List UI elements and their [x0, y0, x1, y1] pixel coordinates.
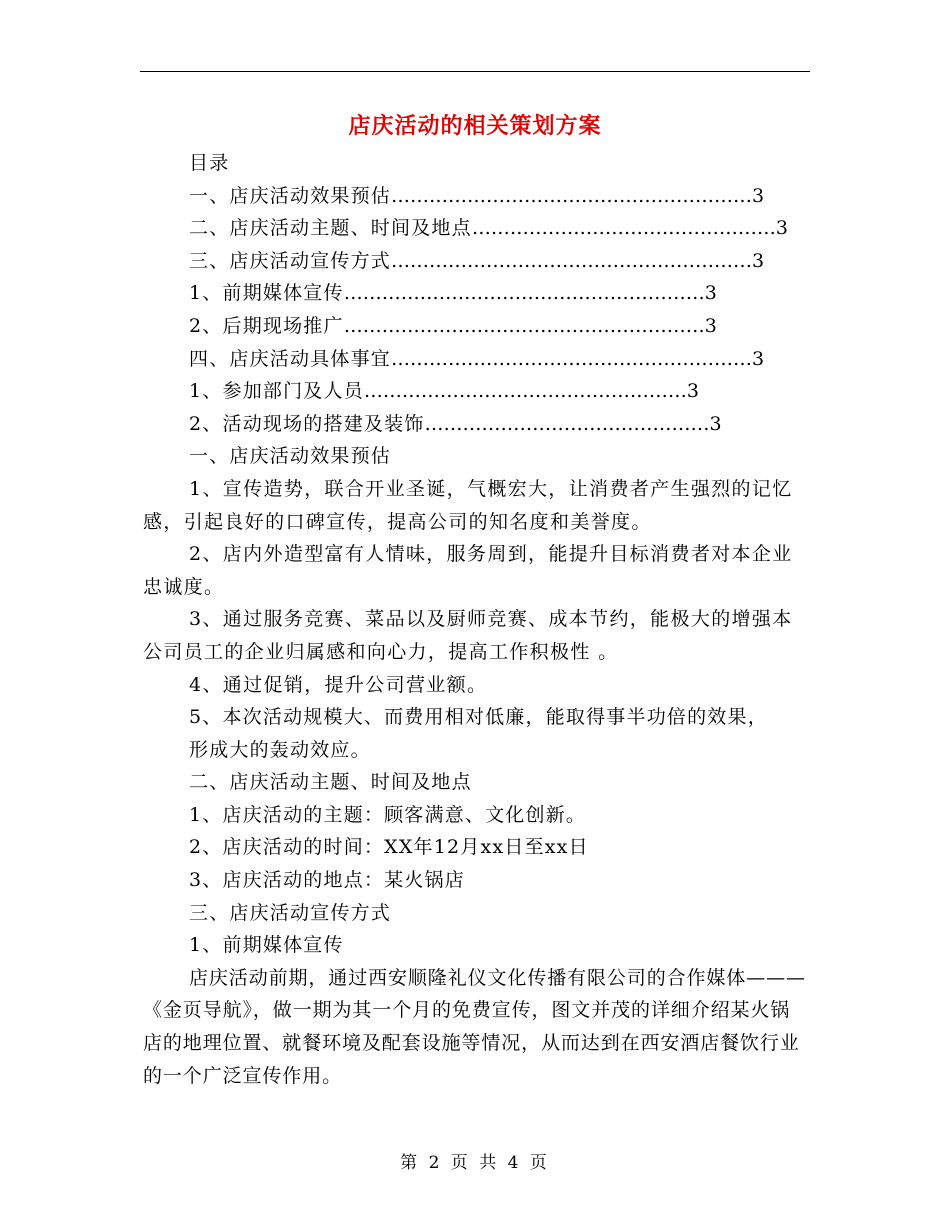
header-rule [140, 71, 810, 72]
toc-entry-page: 3 [775, 217, 790, 240]
page-number-footer: 第 2 页 共 4 页 [400, 1153, 550, 1173]
table-of-contents [143, 180, 810, 441]
list-item: 2、店庆活动的时间：XX年12月xx日至xx日 [189, 836, 589, 859]
paragraph: 2、店内外造型富有人情味，服务周到，能提升目标消费者对本企业 忠诚度。 [143, 543, 793, 598]
toc-entry[interactable] [143, 180, 810, 213]
section-heading: 三、店庆活动宣传方式 [189, 901, 392, 924]
toc-entry-label: 1、参加部门及人员 [189, 380, 364, 403]
paragraph-line: 5、本次活动规模大、而费用相对低廉，能取得事半功倍的效果， [189, 706, 768, 729]
toc-entry-page: 3 [752, 347, 766, 370]
toc-entry[interactable] [143, 277, 810, 310]
toc-entry-page: 3 [704, 314, 718, 337]
toc-leader-dots: …………………………………………… [363, 380, 687, 403]
section-heading: 二、店庆活动主题、时间及地点 [189, 771, 472, 794]
toc-leader-dots: ………………………………………………… [343, 282, 705, 305]
paragraph: 4、通过促销，提升公司营业额。 [189, 673, 488, 696]
toc-entry[interactable] [143, 408, 810, 441]
document-title: 店庆活动的相关策划方案 [348, 113, 602, 139]
toc-entry-label: 二、店庆活动主题、时间及地点 [189, 217, 472, 240]
toc-entry-label: 2、活动现场的搭建及装饰 [189, 412, 425, 435]
toc-entry-label: 一、店庆活动效果预估 [189, 184, 392, 207]
subsection-heading: 1、前期媒体宣传 [189, 934, 344, 957]
toc-leader-dots: ………………………………………………… [391, 347, 753, 370]
toc-entry-page: 3 [752, 184, 766, 207]
toc-heading: 目录 [189, 152, 230, 174]
toc-entry[interactable] [143, 212, 810, 245]
toc-entry-page: 3 [686, 380, 701, 403]
toc-leader-dots: ………………………………………………… [343, 314, 705, 337]
toc-leader-dots: ……………………………………… [424, 412, 710, 435]
toc-entry-label: 2、后期现场推广 [189, 314, 344, 337]
paragraph: 1、宣传造势，联合开业圣诞，气概宏大，让消费者产生强烈的记忆感，引起良好的口碑宣传，提高公司的知名度和美誉度。 [143, 477, 793, 533]
document-body [143, 147, 810, 1092]
toc-entry-page: 3 [709, 412, 723, 435]
toc-leader-dots: ………………………………………………… [391, 249, 753, 272]
toc-entry-page: 3 [704, 282, 718, 305]
list-item: 1、店庆活动的主题：顾客满意、文化创新。 [189, 803, 587, 826]
paragraph: 店庆活动前期，通过西安顺隆礼仪文化传播有限公司的合作媒体———《金页导航》，做一期为其一个月的免费宣传，图文并茂的详细介绍某火锅店的地理位置、就餐环境及配套设施等情况，从而达到在西安酒店餐饮行业的一个广泛宣传作用。 [143, 966, 806, 1087]
list-item: 3、店庆活动的地点：某火锅店 [189, 869, 465, 892]
toc-entry[interactable] [143, 375, 810, 408]
toc-entry-page: 3 [752, 249, 766, 272]
toc-entry-label: 1、前期媒体宣传 [189, 282, 344, 305]
toc-leader-dots: ………………………………………… [471, 217, 776, 240]
toc-leader-dots: ………………………………………………… [391, 184, 753, 207]
section-heading: 一、店庆活动效果预估 [189, 445, 392, 468]
toc-entry[interactable] [143, 310, 810, 343]
toc-entry[interactable] [143, 245, 810, 278]
toc-entry[interactable] [143, 343, 810, 376]
paragraph-line: 形成大的轰动效应。 [189, 738, 371, 761]
toc-entry-label: 三、店庆活动宣传方式 [189, 249, 392, 272]
paragraph: 3、通过服务竞赛、菜品以及厨师竞赛、成本节约，能极大的增强本公司员工的企业归属感和向心力，提高工作积极性 。 [143, 608, 793, 663]
toc-entry-label: 四、店庆活动具体事宜 [189, 347, 392, 370]
